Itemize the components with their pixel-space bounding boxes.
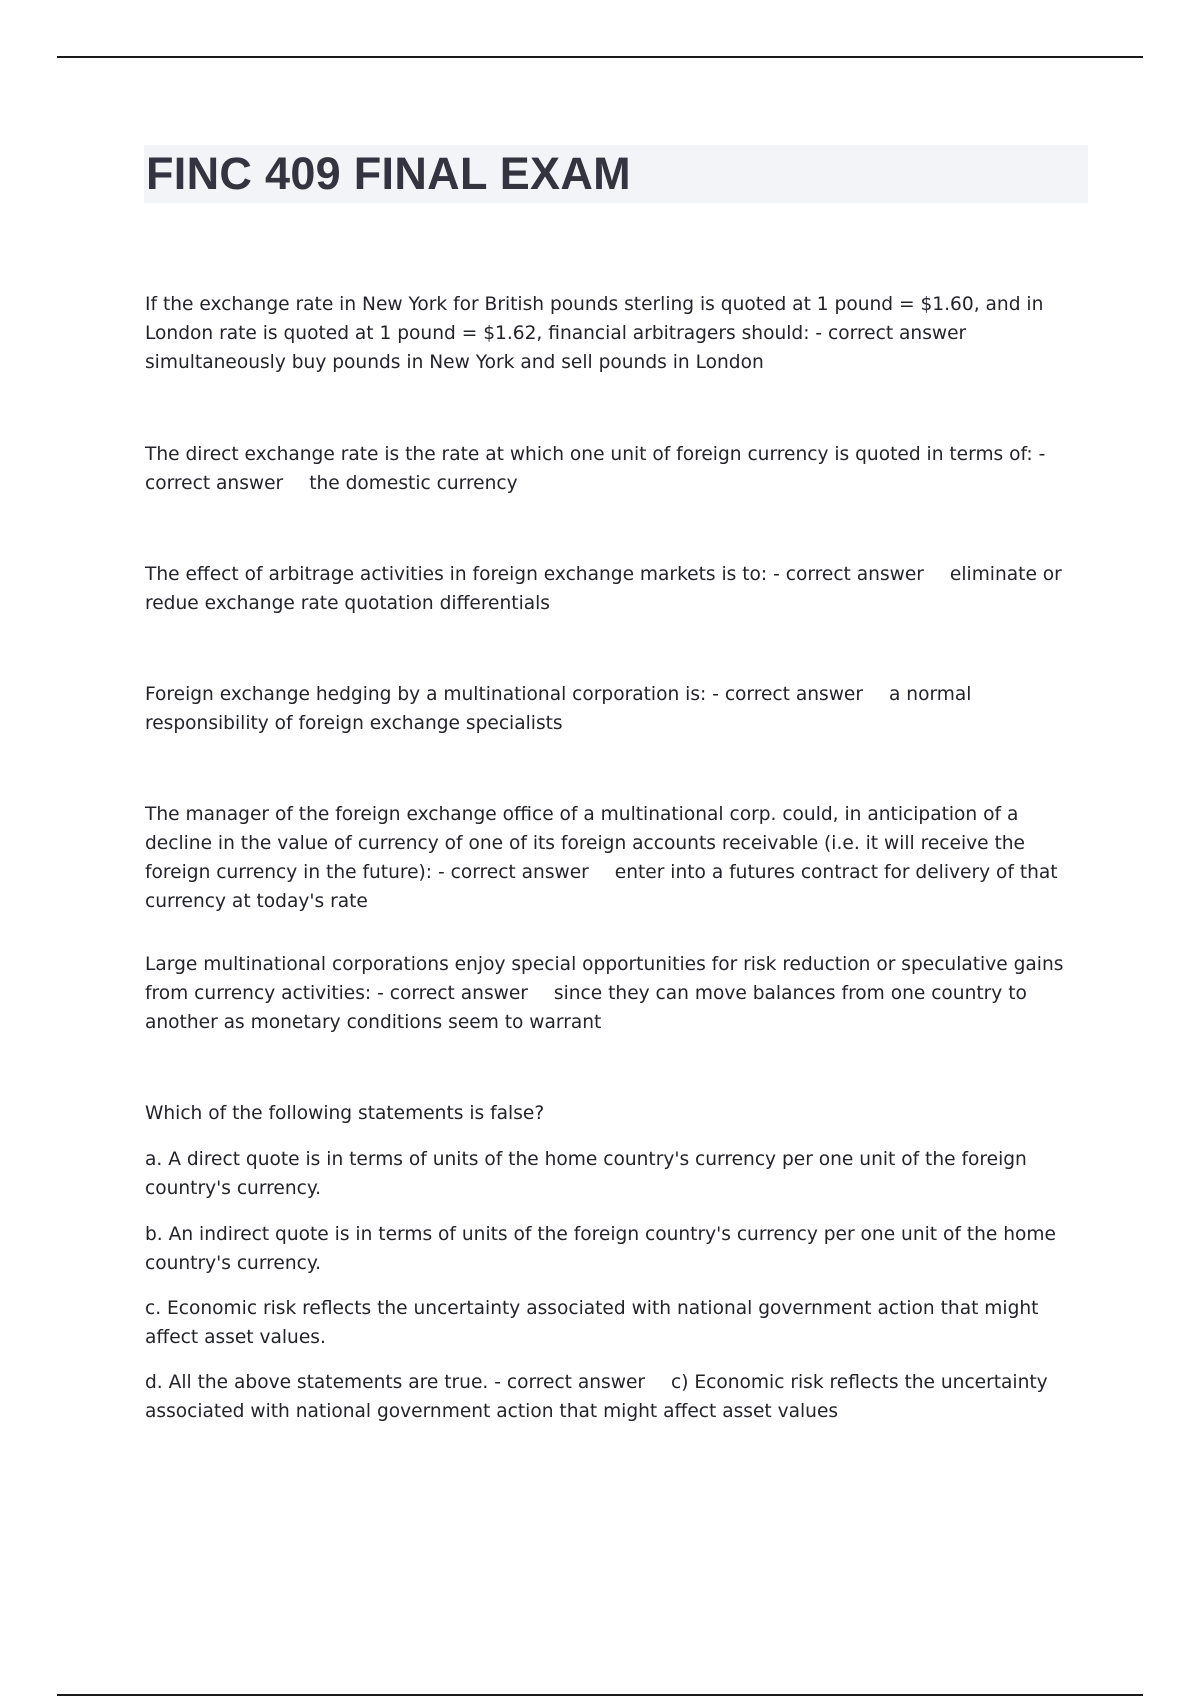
page-title: FINC 409 FINAL EXAM [146,148,631,199]
question-block [145,950,1090,1037]
question-text: The manager of the foreign exchange office of a multinational corp. could, in anticipation of a decline in the value of currency of one of its foreign accounts receivable (i.e. it will receive the foreign currency in the future): [145,804,1031,883]
answer-marker: - correct answer [145,444,1046,494]
question-text: Foreign exchange hedging by a multinational corporation is: [145,684,707,705]
answer-marker: - correct answer [438,862,589,883]
mc-option-b: b. An indirect quote is in terms of units of the foreign country's currency per one unit of the home country's currency. [145,1224,1056,1274]
answer-text: simultaneously buy pounds in New York and sell pounds in London [145,352,764,373]
answer-marker: - correct answer [712,684,863,705]
answer-text: enter into a futures contract for delivery of that currency at today's rate [145,862,1064,912]
question-text: The effect of arbitrage activities in foreign exchange markets is to: [145,564,768,585]
answer-text: the domestic currency [309,473,518,494]
answer-marker: - correct answer [773,564,924,585]
mc-option-a: a. A direct quote is in terms of units of the home country's currency per one unit of the foreign country's currency. [145,1149,1027,1199]
question-text: If the exchange rate in New York for British pounds sterling is quoted at 1 pound = $1.60, and in London rate is quoted at 1 pound = $1.62, financial arbitragers should: [145,294,1050,344]
question-text: Large multinational corporations enjoy special opportunities for risk reduction or speculative gains from currency activities: [145,954,1070,1004]
question-block [145,800,1090,916]
question-block [145,680,1090,738]
answer-marker: - correct answer [494,1372,646,1393]
top-rule [57,56,1143,58]
mc-option-c: c. Economic risk reflects the uncertainty associated with national government action that might affect asset values. [145,1298,1039,1348]
mc-option-d [145,1368,1090,1426]
answer-text: since they can move balances from one country to another as monetary conditions seem to warrant [145,983,1033,1033]
mc-question: Which of the following statements is false? [145,1103,545,1124]
mc-option-d-text: d. All the above statements are true. [145,1372,489,1393]
question-block [145,560,1090,618]
answer-marker: - correct answer [377,983,528,1004]
answer-text: a normal responsibility of foreign exchange specialists [145,684,978,734]
bottom-rule [57,1694,1143,1696]
answer-marker: - correct answer [815,323,967,344]
answer-text: eliminate or redue exchange rate quotation differentials [145,564,1068,614]
question-text: The direct exchange rate is the rate at which one unit of foreign currency is quoted in terms of: [145,444,1033,465]
mc-answer-text: c) Economic risk reflects the uncertainty associated with national government action that might affect asset values [145,1372,1048,1422]
question-block [145,440,1090,498]
question-block [145,290,1090,377]
